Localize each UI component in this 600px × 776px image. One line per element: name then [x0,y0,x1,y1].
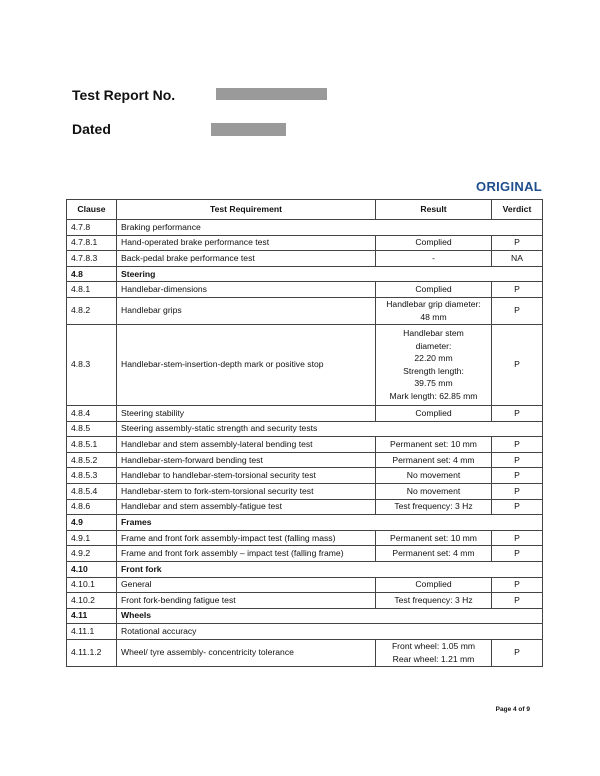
col-header-requirement: Test Requirement [117,200,376,220]
verdict-cell: P [492,499,543,515]
table-section-row [67,561,543,577]
verdict-cell: P [492,639,543,666]
requirement-cell: Handlebar-stem to fork-stem-torsional security test [117,483,376,499]
table-row [67,577,543,593]
table-row [67,546,543,562]
verdict-cell: P [492,577,543,593]
result-line: Strength length: [403,365,464,376]
table-body [67,220,543,667]
table-header-row [67,200,543,220]
requirement-cell: Wheel/ tyre assembly- concentricity tolerance [117,639,376,666]
table-row [67,297,543,324]
requirement-cell: Steering [117,266,543,282]
verdict-cell: P [492,324,543,405]
clause-cell: 4.8.5.4 [67,483,117,499]
requirement-cell: Steering assembly-static strength and security tests [117,421,543,437]
verdict-cell: P [492,468,543,484]
table-section-row [67,515,543,531]
clause-cell: 4.7.8.1 [67,235,117,251]
result-cell: Complied [376,282,492,298]
requirement-cell: Hand-operated brake performance test [117,235,376,251]
clause-cell: 4.7.8 [67,220,117,236]
result-cell: Permanent set: 10 mm [376,530,492,546]
requirement-cell: Handlebar and stem assembly-fatigue test [117,499,376,515]
result-cell [376,324,492,405]
requirement-cell: Back-pedal brake performance test [117,251,376,267]
result-line: 48 mm [420,311,447,322]
result-line: Rear wheel: 1.21 mm [392,653,475,664]
clause-cell: 4.9.1 [67,530,117,546]
result-line: 22.20 mm [414,353,453,364]
table-row [67,593,543,609]
requirement-cell: Front fork [117,561,543,577]
verdict-cell: P [492,452,543,468]
result-cell: No movement [376,483,492,499]
verdict-cell: P [492,405,543,421]
requirement-cell: Frame and front fork assembly-impact test (falling mass) [117,530,376,546]
clause-cell: 4.8.5.2 [67,452,117,468]
result-cell: Permanent set: 4 mm [376,452,492,468]
page-number: Page 4 of 9 [495,706,530,713]
verdict-cell: P [492,297,543,324]
clause-cell: 4.10.1 [67,577,117,593]
report-number-label: Test Report No. [72,87,176,103]
original-stamp: ORIGINAL [476,179,542,194]
requirement-cell: Frames [117,515,543,531]
result-line: diameter: [415,340,452,351]
test-results-table [66,199,543,667]
clause-cell: 4.10 [67,561,117,577]
table-section-row [67,266,543,282]
table-row [67,452,543,468]
result-line: 39.75 mm [414,378,453,389]
verdict-cell: P [492,282,543,298]
clause-cell: 4.8 [67,266,117,282]
clause-cell: 4.11.1.2 [67,639,117,666]
clause-cell: 4.8.2 [67,297,117,324]
clause-cell: 4.9 [67,515,117,531]
verdict-cell: P [492,530,543,546]
redacted-report-number [216,88,327,100]
result-line: Handlebar grip diameter: [386,299,481,310]
clause-cell: 4.8.5.3 [67,468,117,484]
result-cell: Test frequency: 3 Hz [376,593,492,609]
result-cell [376,639,492,666]
table-row [67,437,543,453]
table-row [67,405,543,421]
col-header-clause: Clause [67,200,117,220]
requirement-cell: Handlebar grips [117,297,376,324]
table-section-row [67,220,543,236]
table-row [67,530,543,546]
requirement-cell: Handlebar and stem assembly-lateral bending test [117,437,376,453]
table-row [67,639,543,666]
clause-cell: 4.10.2 [67,593,117,609]
table-row [67,499,543,515]
table-section-row [67,624,543,640]
clause-cell: 4.9.2 [67,546,117,562]
result-cell: Test frequency: 3 Hz [376,499,492,515]
verdict-cell: P [492,483,543,499]
requirement-cell: Wheels [117,608,543,624]
requirement-cell: Handlebar-dimensions [117,282,376,298]
result-cell: - [376,251,492,267]
clause-cell: 4.8.5 [67,421,117,437]
clause-cell: 4.8.4 [67,405,117,421]
clause-cell: 4.8.5.1 [67,437,117,453]
clause-cell: 4.8.6 [67,499,117,515]
requirement-cell: General [117,577,376,593]
clause-cell: 4.8.1 [67,282,117,298]
requirement-cell: Front fork-bending fatigue test [117,593,376,609]
result-cell: Complied [376,405,492,421]
dated-label: Dated [72,121,111,137]
verdict-cell: P [492,235,543,251]
requirement-cell: Braking performance [117,220,543,236]
requirement-cell: Steering stability [117,405,376,421]
verdict-cell: P [492,546,543,562]
redacted-date [211,123,286,136]
result-cell: No movement [376,468,492,484]
clause-cell: 4.8.3 [67,324,117,405]
requirement-cell: Frame and front fork assembly – impact test (falling frame) [117,546,376,562]
result-line: Front wheel: 1.05 mm [391,641,476,652]
col-header-result: Result [376,200,492,220]
result-line: Mark length: 62.85 mm [389,390,478,401]
table-section-row [67,608,543,624]
table-row [67,468,543,484]
col-header-verdict: Verdict [492,200,543,220]
requirement-cell: Handlebar-stem-insertion-depth mark or positive stop [117,324,376,405]
requirement-cell: Handlebar-stem-forward bending test [117,452,376,468]
table-row [67,324,543,405]
clause-cell: 4.11.1 [67,624,117,640]
table-row [67,251,543,267]
requirement-cell: Handlebar to handlebar-stem-torsional security test [117,468,376,484]
table-row [67,235,543,251]
result-cell [376,297,492,324]
result-cell: Permanent set: 4 mm [376,546,492,562]
result-line: Handlebar stem [403,328,464,339]
clause-cell: 4.7.8.3 [67,251,117,267]
verdict-cell: P [492,437,543,453]
result-cell: Permanent set: 10 mm [376,437,492,453]
table-section-row [67,421,543,437]
table-row [67,483,543,499]
requirement-cell: Rotational accuracy [117,624,543,640]
table-row [67,282,543,298]
verdict-cell: P [492,593,543,609]
verdict-cell: NA [492,251,543,267]
result-cell: Complied [376,577,492,593]
result-cell: Complied [376,235,492,251]
clause-cell: 4.11 [67,608,117,624]
